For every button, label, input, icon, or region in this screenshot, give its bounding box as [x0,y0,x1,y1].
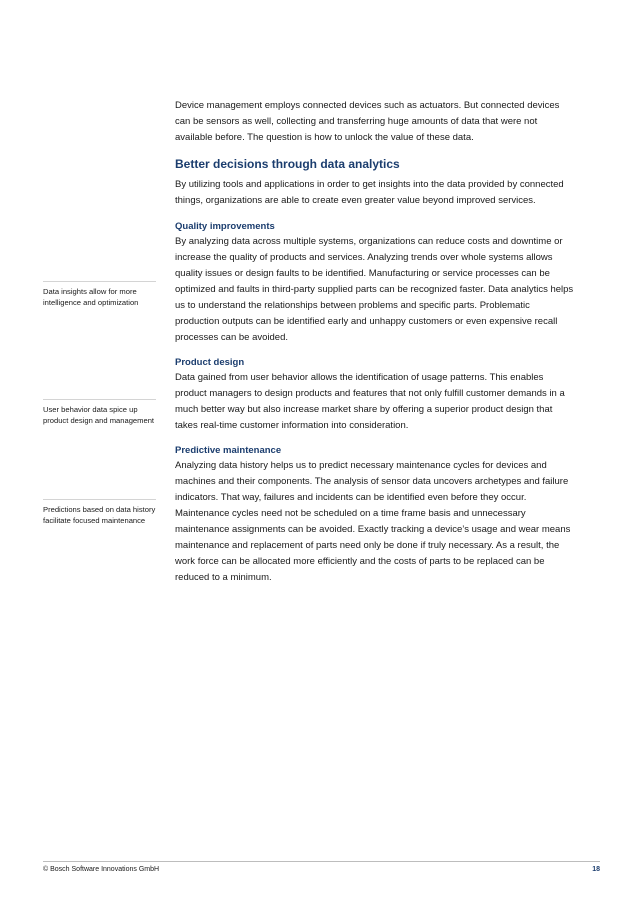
section-quality-improvements [175,219,575,346]
section-predictive-maintenance [175,443,575,586]
predictive-maintenance-text: Analyzing data history helps us to predict necessary maintenance cycles for devices and machines and their components. The analysis of sensor data uncovers archetypes and failure indicators. That way, failures and incidents can be identified even before they occur. Maintenance cycles need not be scheduled on a time frame basis and unnecessary maintenance assignments can be avoided. Exactly tracking a device’s usage and wear means maintenance and replacement of parts need only be done if truly necessary. As a result, the work force can be allocated more efficiently and the costs of parts to be replaced can be reduced to a minimum. [175,460,571,583]
subheading-predictive-maintenance: Predictive maintenance [175,445,282,456]
side-note-data-insights: Data insights allow for more intelligence and optimization [43,281,156,308]
quality-improvements-text: By analyzing data across multiple systems, organizations can reduce costs and downtime or increase the quality of products and services. Analyzing trends over whole systems allows quality issues or design faults to be identified. Manufacturing or service processes can be optimized and faults in third-party supplied parts can be recognized faster. Data analytics helps us to understand the relationships between problems and specific parts. Problematic production outputs can be identified early and unhappy customers or even expensive recall processes can be avoided. [175,236,574,343]
subheading-quality-improvements: Quality improvements [175,221,275,232]
section-heading: Better decisions through data analytics [175,157,400,171]
product-design-text: Data gained from user behavior allows the identification of usage patterns. This enables product managers to design products and features that not only fulfill customer demands in a much better way but also increase market share by offering a superior product design that takes real-time customer information into consideration. [175,372,565,431]
intro-paragraph: Device management employs connected devices such as actuators. But connected devices can be sensors as well, collecting and transferring huge amounts of data that were not available before. The question is how to unlock the value of these data. [175,100,560,143]
page-number: 18 [592,866,600,873]
main-column [175,98,575,595]
copyright-text: © Bosch Software Innovations GmbH [43,866,160,873]
lead-paragraph: By utilizing tools and applications in order to get insights into the data provided by connected things, organizations are able to create even greater value beyond improved services. [175,179,564,206]
side-note-predictions: Predictions based on data history facilitate focused maintenance [43,499,156,526]
side-note-user-behavior: User behavior data spice up product design and management [43,399,156,426]
page-footer [43,861,600,873]
subheading-product-design: Product design [175,357,245,368]
section-product-design [175,355,575,434]
